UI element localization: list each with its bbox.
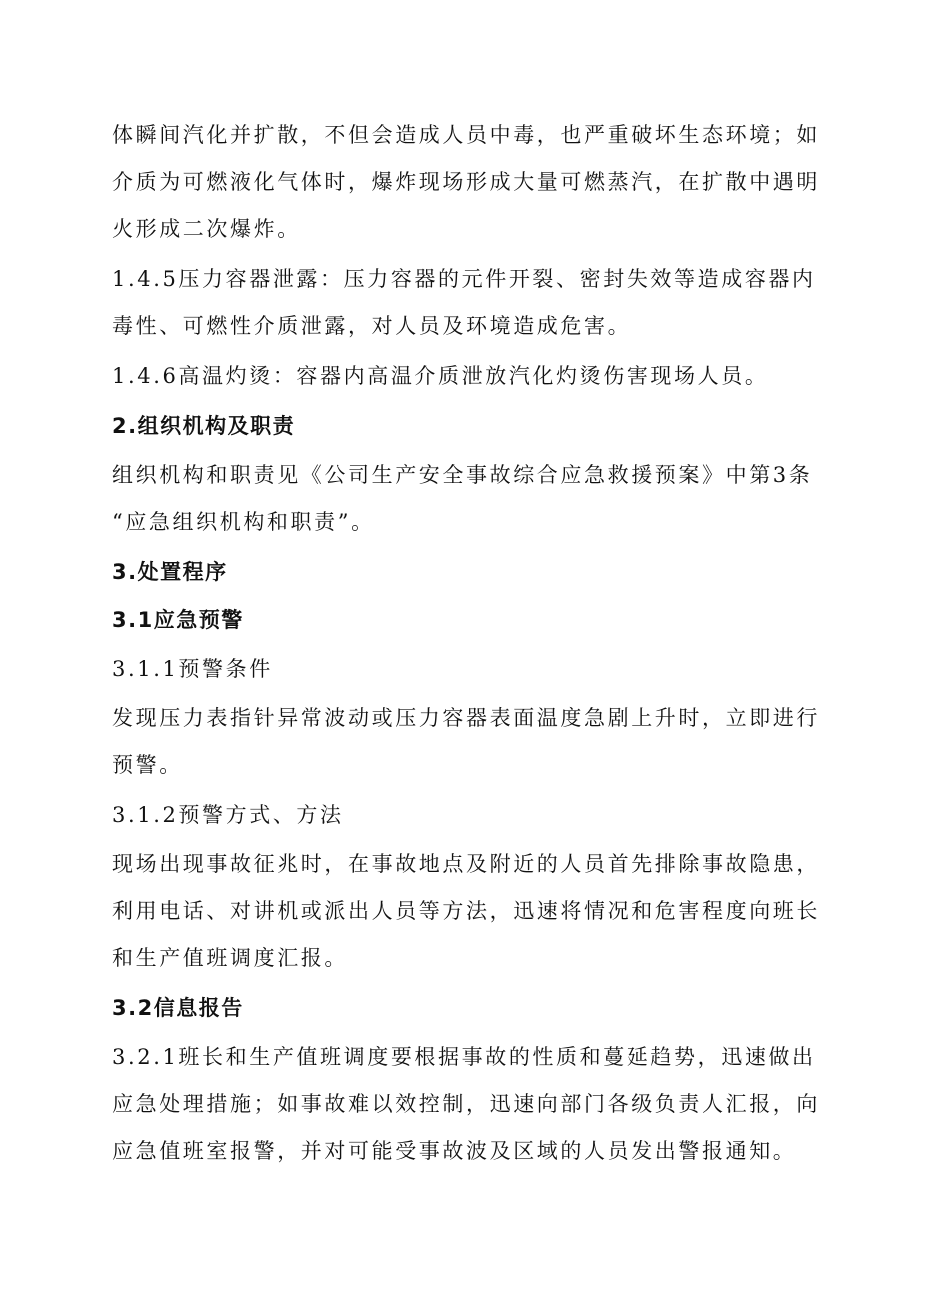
section-3-2-1-line: 3.2.1班长和生产值班调度要根据事故的性质和蔓延趋势，迅速做出 xyxy=(112,1045,816,1069)
paragraph-line: 火形成二次爆炸。 xyxy=(112,217,301,241)
paragraph-line: 现场出现事故征兆时，在事故地点及附近的人员首先排除事故隐患， xyxy=(112,852,820,876)
paragraph-line: 应急处理措施；如事故难以效控制，迅速向部门各级负责人汇报，向 xyxy=(112,1092,820,1116)
paragraph-line: “应急组织机构和职责”。 xyxy=(112,510,375,534)
paragraph-line: 介质为可燃液化气体时，爆炸现场形成大量可燃蒸汽，在扩散中遇明 xyxy=(112,170,820,194)
heading-3-1: 3.1应急预警 xyxy=(112,608,244,632)
heading-3-1-1: 3.1.1预警条件 xyxy=(112,657,273,681)
paragraph-line: 组织机构和职责见《公司生产安全事故综合应急救援预案》中第3条 xyxy=(112,463,813,487)
paragraph-line: 毒性、可燃性介质泄露，对人员及环境造成危害。 xyxy=(112,314,632,338)
paragraph-line: 应急值班室报警，并对可能受事故波及区域的人员发出警报通知。 xyxy=(112,1139,797,1163)
section-1-4-5-line: 1.4.5压力容器泄露：压力容器的元件开裂、密封失效等造成容器内 xyxy=(112,267,816,291)
paragraph-line: 预警。 xyxy=(112,753,183,777)
heading-3-2: 3.2信息报告 xyxy=(112,996,244,1020)
paragraph-line: 体瞬间汽化并扩散，不但会造成人员中毒，也严重破坏生态环境；如 xyxy=(112,123,820,147)
paragraph-line: 和生产值班调度汇报。 xyxy=(112,946,348,970)
heading-2: 2.组织机构及职责 xyxy=(112,414,296,438)
section-1-4-6-line: 1.4.6高温灼烫：容器内高温介质泄放汽化灼烫伤害现场人员。 xyxy=(112,364,769,388)
heading-3-1-2: 3.1.2预警方式、方法 xyxy=(112,803,344,827)
paragraph-line: 利用电话、对讲机或派出人员等方法，迅速将情况和危害程度向班长 xyxy=(112,899,820,923)
paragraph-line: 发现压力表指针异常波动或压力容器表面温度急剧上升时，立即进行 xyxy=(112,706,820,730)
heading-3: 3.处置程序 xyxy=(112,560,228,584)
